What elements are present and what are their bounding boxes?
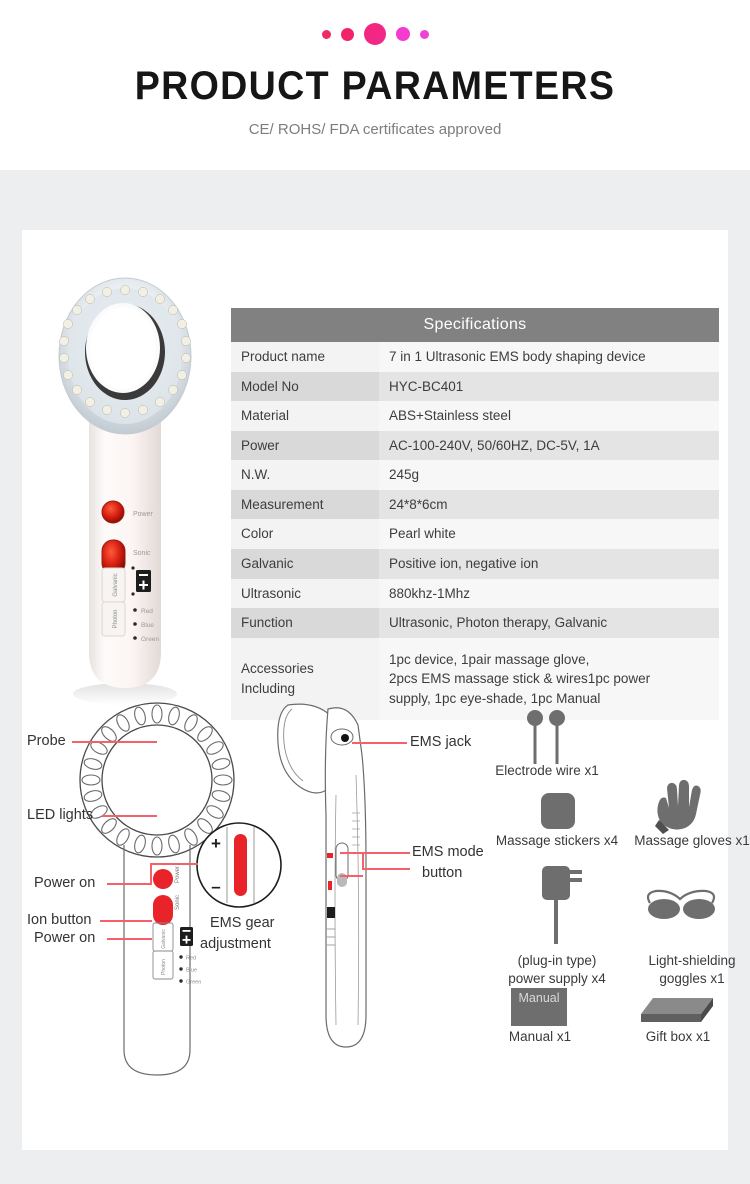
accessories-key-line2: Including — [241, 680, 296, 696]
accessory-label-power-supply-line1: (plug-in type) — [517, 953, 597, 968]
dot-1 — [322, 30, 331, 39]
row-key: Power — [231, 431, 379, 461]
accessory-label-gift-box: Gift box x1 — [645, 1029, 711, 1044]
svg-text:Photon: Photon — [161, 959, 167, 975]
accessories-line3: supply, 1pc eye-shade, 1pc Manual — [389, 690, 601, 706]
row-value: Pearl white — [379, 519, 719, 549]
callout-ems-gear-line1: EMS gear — [210, 915, 275, 931]
row-key: Material — [231, 401, 379, 431]
accessory-label-electrode-wire: Electrode wire x1 — [495, 763, 599, 778]
row-value: 24*8*6cm — [379, 490, 719, 520]
dot-3 — [364, 23, 386, 45]
ems-jack-leader — [352, 742, 407, 744]
row-value: AC-100-240V, 50/60HZ, DC-5V, 1A — [379, 431, 719, 461]
device-galvanic-label: Galvanic — [113, 573, 119, 597]
table-row — [231, 608, 719, 638]
diagram-section — [22, 700, 750, 1130]
row-key: Measurement — [231, 490, 379, 520]
svg-text:Blue: Blue — [186, 967, 198, 974]
specifications-table — [231, 308, 719, 720]
svg-text:Galvanic: Galvanic — [161, 929, 167, 949]
row-value: ABS+Stainless steel — [379, 401, 719, 431]
ems-mode-leader-v — [362, 852, 364, 869]
specs-section — [22, 230, 728, 706]
accessories-key-line1: Accessories — [241, 660, 314, 676]
callout-ion-leader — [100, 920, 152, 922]
row-value: Ultrasonic, Photon therapy, Galvanic — [379, 608, 719, 638]
table-row — [231, 372, 719, 402]
side-view-drawing — [270, 695, 400, 1075]
row-key: Product name — [231, 342, 379, 372]
ems-gear-leader — [150, 863, 198, 865]
row-key: Galvanic — [231, 549, 379, 579]
ems-gear-minus: – — [211, 877, 221, 896]
callout-probe: Probe — [27, 733, 66, 749]
callout-led-leader — [102, 815, 157, 817]
manual-icon-text: Manual — [518, 991, 560, 1005]
row-value: 7 in 1 Ultrasonic EMS body shaping device — [379, 342, 719, 372]
device-power-label: Power — [133, 511, 153, 518]
row-value: 880khz-1Mhz — [379, 579, 719, 609]
ems-mode-leader-2 — [362, 868, 410, 870]
device-led-green-label: Green — [141, 636, 160, 643]
accessory-label-goggles-line1: Light-shielding — [648, 953, 736, 968]
table-row — [231, 490, 719, 520]
callout-power-on-2: Power on — [34, 930, 96, 946]
svg-text:Green: Green — [186, 979, 202, 986]
power-supply-icon — [530, 858, 586, 948]
device-photo — [47, 252, 232, 707]
accessories-line1: 1pc device, 1pair massage glove, — [389, 651, 590, 667]
accessory-label-massage-gloves: Massage gloves x1 — [634, 833, 750, 848]
row-value: 245g — [379, 460, 719, 490]
device-led-blue-label: Blue — [141, 622, 155, 629]
ems-gear-plus: + — [211, 834, 221, 853]
page-subtitle: CE/ ROHS/ FDA certificates approved — [248, 121, 502, 138]
svg-text:Red: Red — [186, 955, 197, 962]
table-row — [231, 460, 719, 490]
row-key: Color — [231, 519, 379, 549]
callout-led-lights: LED lights — [27, 807, 94, 823]
row-key: Model No — [231, 372, 379, 402]
accessory-label-goggles-line2: goggles x1 — [659, 971, 725, 986]
row-value: HYC-BC401 — [379, 372, 719, 402]
table-row — [231, 431, 719, 461]
callout-ems-gear-line2: adjustment — [200, 936, 271, 952]
svg-text:Sonic: Sonic — [175, 894, 181, 910]
device-led-red-label: Red — [141, 608, 153, 615]
callout-probe-leader — [72, 741, 157, 743]
callout-power-on-1: Power on — [34, 875, 96, 891]
callout-power-on-1-leader — [107, 883, 152, 885]
row-key: Function — [231, 608, 379, 638]
ems-gear-leader-v — [150, 863, 152, 885]
manual-icon — [511, 988, 567, 1026]
row-key: N.W. — [231, 460, 379, 490]
goggles-icon — [642, 885, 722, 931]
accessory-label-power-supply-line2: power supply x4 — [508, 971, 606, 986]
ems-mode-leader-1 — [362, 852, 410, 854]
table-row — [231, 519, 719, 549]
content-card — [22, 230, 750, 1150]
svg-text:Power: Power — [175, 865, 181, 883]
massage-stickers-icon — [534, 788, 582, 836]
dot-2 — [341, 28, 354, 41]
massage-gloves-icon — [647, 778, 707, 836]
table-row — [231, 549, 719, 579]
dot-5 — [420, 30, 429, 39]
table-row — [231, 401, 719, 431]
ems-mode-tick-2 — [340, 875, 363, 877]
table-row — [231, 579, 719, 609]
callout-ems-mode-line1: EMS mode — [412, 844, 484, 860]
row-value: Positive ion, negative ion — [379, 549, 719, 579]
accessory-label-manual: Manual x1 — [508, 1029, 572, 1044]
ems-mode-tick-1 — [340, 852, 363, 854]
callout-ems-jack: EMS jack — [410, 734, 472, 750]
device-photon-label: Photon — [113, 609, 119, 629]
table-row — [231, 342, 719, 372]
accessory-label-massage-stickers: Massage stickers x4 — [495, 833, 619, 848]
callout-power-on-2-leader — [107, 938, 152, 940]
callout-ems-mode-line2: button — [422, 865, 463, 881]
page-header — [0, 0, 750, 170]
decorative-dots — [0, 22, 750, 46]
electrode-wire-icon — [517, 708, 577, 768]
gift-box-icon — [635, 992, 721, 1030]
dot-4 — [396, 27, 410, 41]
accessories-line2: 2pcs EMS massage stick & wires1pc power — [389, 671, 651, 687]
callout-ion-button: Ion button — [27, 912, 92, 928]
device-sonic-label: Sonic — [133, 550, 151, 557]
page-title: PRODUCT PARAMETERS — [134, 64, 616, 108]
row-key: Ultrasonic — [231, 579, 379, 609]
table-header: Specifications — [231, 308, 719, 342]
